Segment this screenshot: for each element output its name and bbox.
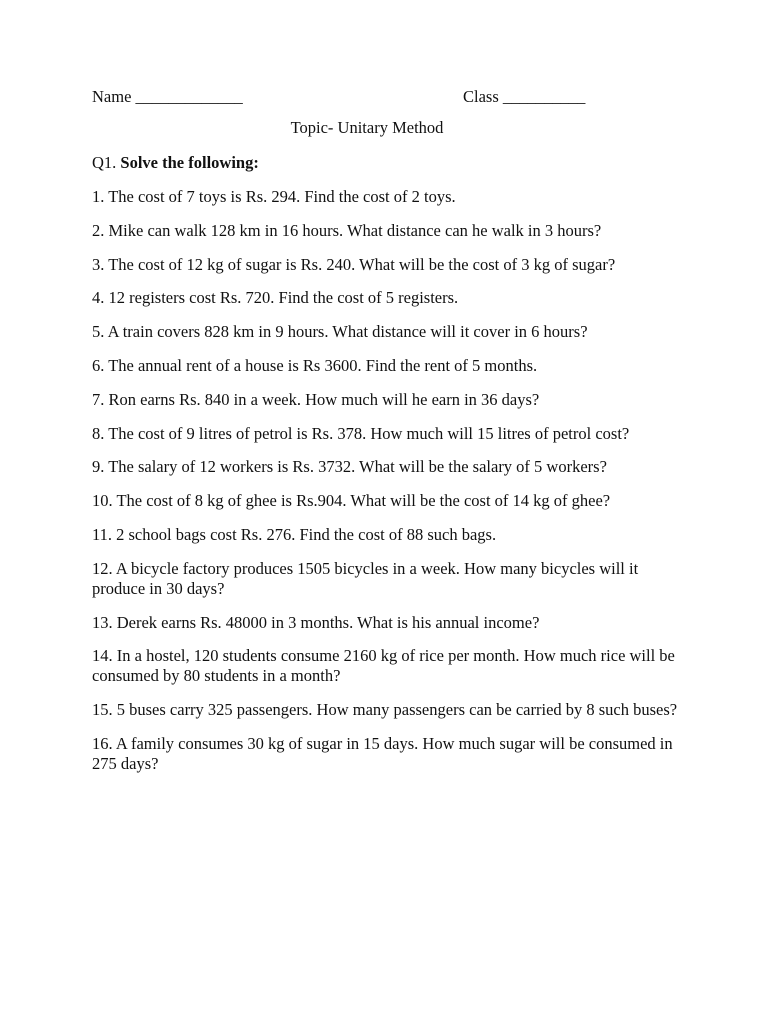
question-item: 5. A train covers 828 km in 9 hours. What distance will it cover in 6 hours? [92, 322, 588, 342]
question-instruction: Solve the following: [120, 153, 259, 172]
topic-title: Topic- Unitary Method [290, 118, 444, 137]
question-item: 11. 2 school bags cost Rs. 276. Find the cost of 88 such bags. [92, 524, 497, 544]
question-item: 9. The salary of 12 workers is Rs. 3732. What will be the salary of 5 workers? [92, 457, 607, 477]
question-item: 10. The cost of 8 kg of ghee is Rs.904. What will be the cost of 14 kg of ghee? [92, 491, 611, 511]
name-field-label: Name _____________ [92, 87, 243, 106]
question-item: 15. 5 buses carry 325 passengers. How many passengers can be carried by 8 such buses? [92, 700, 678, 720]
question-item: 8. The cost of 9 litres of petrol is Rs. 378. How much will 15 litres of petrol cost? [92, 423, 630, 443]
question-item: 16. A family consumes 30 kg of sugar in 15 days. How much sugar will be consumed in 275 days? [92, 733, 673, 773]
question-item: 12. A bicycle factory produces 1505 bicycles in a week. How many bicycles will it produce in 30 days? [92, 558, 639, 598]
question-item: 7. Ron earns Rs. 840 in a week. How much will he earn in 36 days? [92, 389, 540, 409]
question-item: 14. In a hostel, 120 students consume 2160 kg of rice per month. How much rice will be consumed by 80 students in a month? [92, 646, 675, 686]
question-item: 6. The annual rent of a house is Rs 3600. Find the rent of 5 months. [92, 355, 538, 375]
question-item: 2. Mike can walk 128 km in 16 hours. What distance can he walk in 3 hours? [92, 220, 602, 240]
header-row [92, 87, 692, 109]
question-item: 13. Derek earns Rs. 48000 in 3 months. What is his annual income? [92, 612, 540, 632]
question-item: 1. The cost of 7 toys is Rs. 294. Find the cost of 2 toys. [92, 187, 456, 206]
question-list [92, 187, 682, 788]
question-item: 4. 12 registers cost Rs. 720. Find the cost of 5 registers. [92, 288, 459, 308]
class-field-label: Class __________ [463, 87, 586, 106]
question-heading [92, 153, 259, 173]
question-item: 3. The cost of 12 kg of sugar is Rs. 240. What will be the cost of 3 kg of sugar? [92, 254, 616, 274]
question-prefix: Q1. [92, 153, 121, 172]
